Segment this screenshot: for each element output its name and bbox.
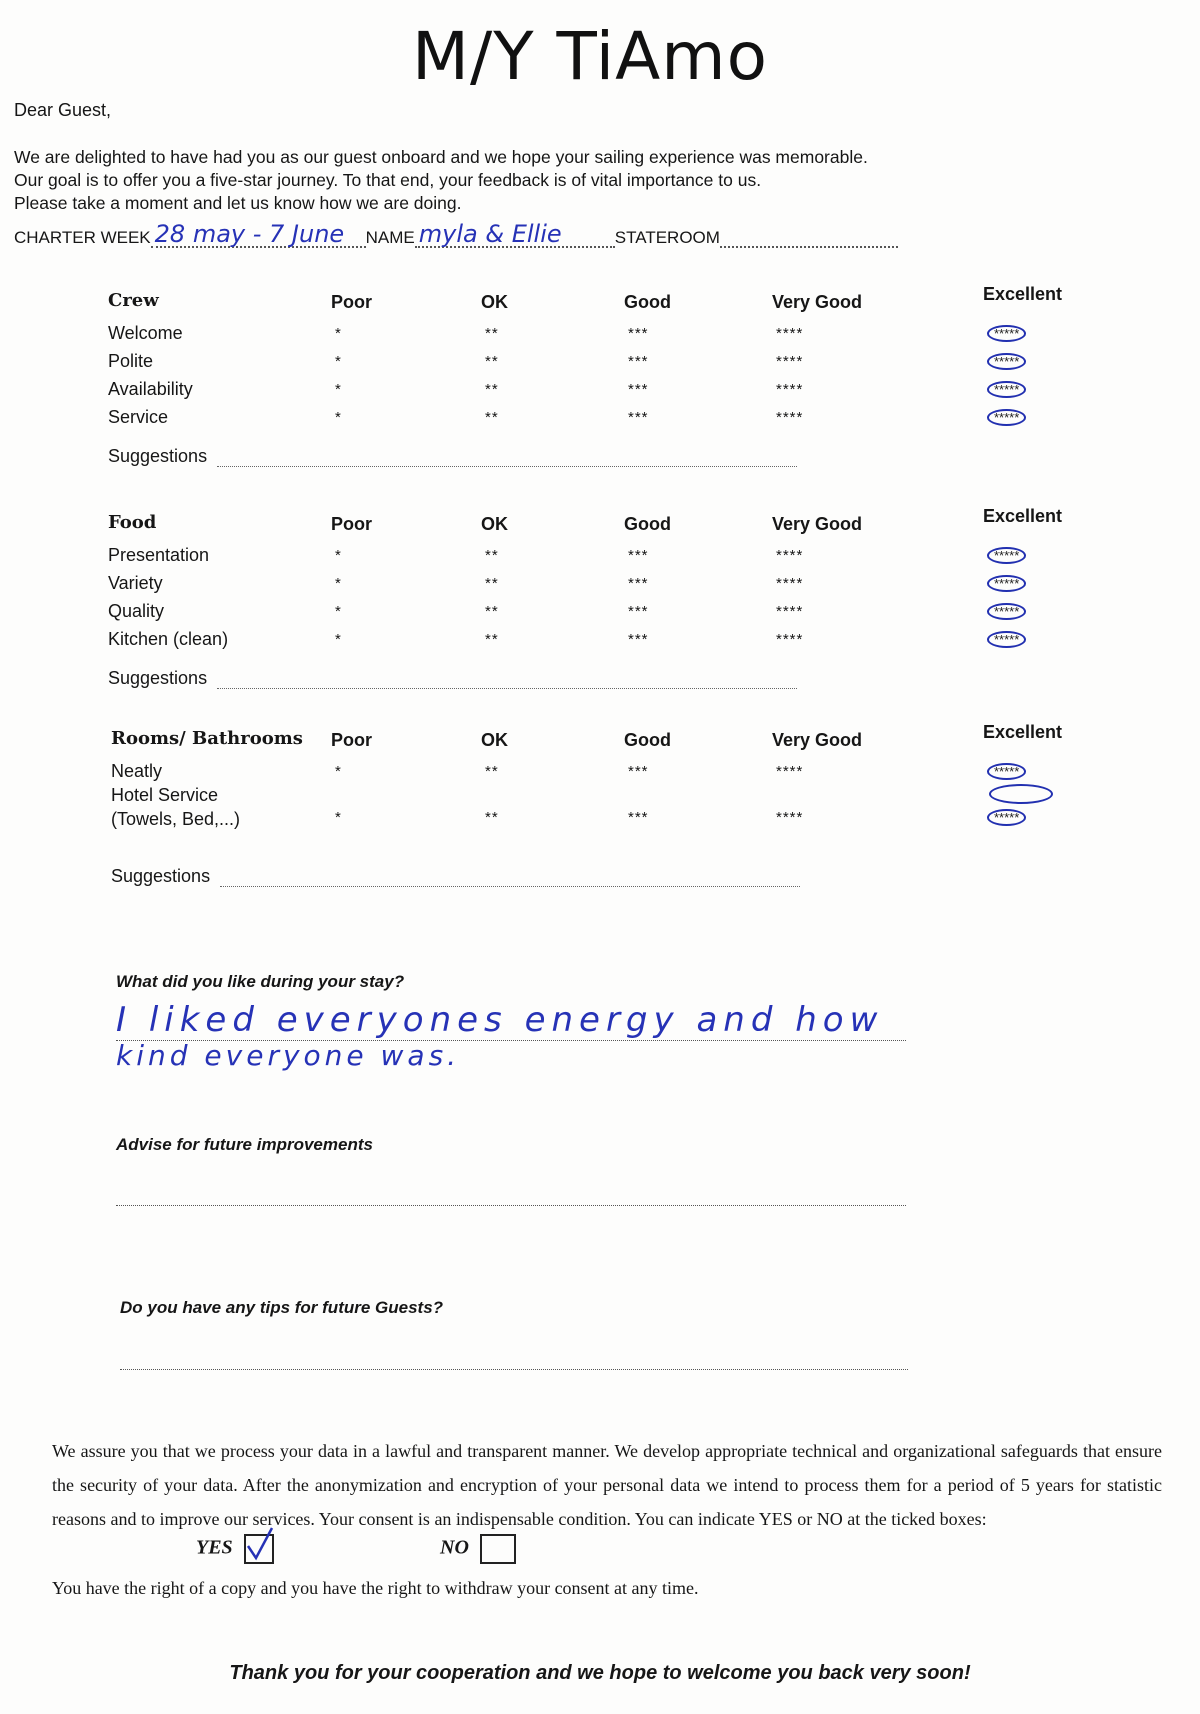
- rating-option-good[interactable]: ***: [628, 809, 649, 826]
- stateroom-label: STATEROOM: [614, 228, 720, 247]
- liked-answer-field[interactable]: [116, 1000, 906, 1072]
- rating-option-excellent[interactable]: *****: [987, 575, 1026, 592]
- rating-option-very-good[interactable]: ****: [776, 631, 804, 648]
- column-header-ok: OK: [481, 292, 508, 312]
- rating-option-very-good[interactable]: ****: [776, 547, 804, 564]
- rating-option-excellent[interactable]: *****: [987, 547, 1026, 564]
- rating-option-ok[interactable]: **: [485, 325, 499, 342]
- rating-option-good[interactable]: ***: [628, 353, 649, 370]
- rating-option-ok[interactable]: **: [485, 603, 499, 620]
- column-header-very-good: Very Good: [772, 514, 863, 534]
- rating-option-very-good[interactable]: ****: [776, 763, 804, 780]
- rating-option-very-good[interactable]: ****: [776, 575, 804, 592]
- rating-option-poor[interactable]: *: [335, 763, 342, 780]
- rating-option-excellent[interactable]: *****: [987, 809, 1026, 826]
- column-header-excellent: Excellent: [983, 284, 1063, 304]
- suggestions-field[interactable]: [111, 866, 800, 887]
- rating-option-good[interactable]: ***: [628, 603, 649, 620]
- name-label: NAME: [365, 228, 415, 247]
- rating-row-label: Kitchen (clean): [108, 629, 229, 649]
- rating-option-poor[interactable]: *: [335, 809, 342, 826]
- yes-checkbox[interactable]: [244, 1534, 274, 1564]
- rating-option-good[interactable]: ***: [628, 547, 649, 564]
- rating-option-excellent[interactable]: *****: [987, 325, 1026, 342]
- rating-option-ok[interactable]: **: [485, 353, 499, 370]
- column-header-poor: Poor: [331, 292, 373, 312]
- rating-option-poor[interactable]: *: [335, 631, 342, 648]
- section-heading: Rooms/ Bathrooms: [111, 728, 303, 749]
- rating-option-ok[interactable]: **: [485, 631, 499, 648]
- suggestions-line: [220, 876, 800, 887]
- suggestions-label: Suggestions: [108, 668, 208, 688]
- intro-line: We are delighted to have had you as our guest onboard and we hope your sailing experience was memorable.: [14, 147, 868, 167]
- rating-row-label: Hotel Service: [111, 785, 219, 805]
- intro-line: Please take a moment and let us know how we are doing.: [14, 193, 462, 213]
- charter-week-label: CHARTER WEEK: [14, 228, 151, 247]
- suggestions-label: Suggestions: [111, 866, 211, 886]
- rating-option-ok[interactable]: **: [485, 409, 499, 426]
- liked-answer-line2: kind everyone was.: [116, 1039, 461, 1072]
- rating-option-poor[interactable]: *: [335, 325, 342, 342]
- suggestions-field[interactable]: [108, 668, 797, 689]
- consent-no: [440, 1534, 516, 1564]
- rating-option-very-good[interactable]: ****: [776, 409, 804, 426]
- consent-yes: [196, 1534, 274, 1564]
- charter-week-field[interactable]: [151, 220, 366, 248]
- rating-row-label: Quality: [108, 601, 165, 621]
- advise-answer-field[interactable]: [116, 1205, 906, 1206]
- column-header-good: Good: [624, 514, 671, 534]
- rating-row-label: Availability: [108, 379, 193, 399]
- rating-option-excellent[interactable]: *****: [987, 381, 1026, 398]
- section-heading: Food: [108, 512, 157, 533]
- rating-option-ok[interactable]: **: [485, 575, 499, 592]
- rating-option-very-good[interactable]: ****: [776, 809, 804, 826]
- rating-row-label: Presentation: [108, 545, 210, 565]
- rating-option-poor[interactable]: *: [335, 353, 342, 370]
- rating-option-ok[interactable]: **: [485, 763, 499, 780]
- column-header-poor: Poor: [331, 514, 373, 534]
- rating-row-label: Service: [108, 407, 169, 427]
- yes-label: YES: [196, 1536, 233, 1559]
- rating-option-good[interactable]: ***: [628, 763, 649, 780]
- rating-row-label: Polite: [108, 351, 154, 371]
- column-header-very-good: Very Good: [772, 730, 863, 750]
- liked-answer-line1: I liked everyones energy and how: [116, 1000, 906, 1041]
- column-header-ok: OK: [481, 514, 508, 534]
- rating-option-very-good[interactable]: ****: [776, 325, 804, 342]
- charter-week-value: 28 may - 7 June: [154, 220, 345, 248]
- rating-option-excellent[interactable]: *****: [987, 603, 1026, 620]
- no-checkbox[interactable]: [480, 1534, 516, 1564]
- rating-option-good[interactable]: ***: [628, 409, 649, 426]
- checkmark-icon: [242, 1526, 276, 1562]
- suggestions-field[interactable]: [108, 446, 797, 467]
- rating-option-poor[interactable]: *: [335, 603, 342, 620]
- tips-answer-field[interactable]: [120, 1369, 908, 1370]
- intro-text: [14, 146, 954, 215]
- page-title: M/Y TiAmo: [412, 18, 768, 95]
- column-header-ok: OK: [481, 730, 508, 750]
- rating-option-ok[interactable]: **: [485, 381, 499, 398]
- suggestions-line: [217, 456, 797, 467]
- column-header-good: Good: [624, 292, 671, 312]
- column-header-very-good: Very Good: [772, 292, 863, 312]
- consent-rights: You have the right of a copy and you have the right to withdraw your consent at any time.: [52, 1578, 699, 1598]
- intro-line: Our goal is to offer you a five-star journey. To that end, your feedback is of vital importance to us.: [14, 170, 762, 190]
- stateroom-field[interactable]: [720, 230, 898, 248]
- advise-question: Advise for future improvements: [116, 1135, 373, 1154]
- rating-option-very-good[interactable]: ****: [776, 603, 804, 620]
- name-field[interactable]: [415, 220, 615, 248]
- rating-option-ok[interactable]: **: [485, 809, 499, 826]
- rating-option-excellent[interactable]: *****: [987, 763, 1026, 780]
- no-label: NO: [440, 1536, 469, 1559]
- rating-option-good[interactable]: ***: [628, 631, 649, 648]
- rating-row-label: Neatly: [111, 761, 163, 781]
- tips-question: Do you have any tips for future Guests?: [120, 1298, 444, 1317]
- rating-row-label: Variety: [108, 573, 163, 593]
- column-header-excellent: Excellent: [983, 506, 1063, 526]
- rating-row-label: Welcome: [108, 323, 183, 343]
- column-header-excellent: Excellent: [983, 722, 1063, 742]
- consent-text: We assure you that we process your data in a lawful and transparent manner. We develop appropriate technical and organizational safeguards that ensure the security of your data. After the anonymization and encryption of your personal data we intend to process them for a period of 5 years for statistic reasons and to improve our services. Your consent is an indispensable condition. You can indicate YES or NO at the ticked boxes:: [52, 1441, 1162, 1529]
- greeting: Dear Guest,: [14, 100, 112, 120]
- column-header-poor: Poor: [331, 730, 373, 750]
- rating-option-excellent[interactable]: *****: [987, 409, 1026, 426]
- thank-you-text: Thank you for your cooperation and we hope to welcome you back very soon!: [229, 1662, 971, 1684]
- rating-option-poor[interactable]: *: [335, 575, 342, 592]
- rating-option-ok[interactable]: **: [485, 547, 499, 564]
- rating-row-label: (Towels, Bed,...): [111, 809, 241, 829]
- name-value: myla & Ellie: [418, 220, 562, 248]
- column-header-good: Good: [624, 730, 671, 750]
- section-heading: Crew: [108, 290, 159, 311]
- rating-option-excellent[interactable]: *****: [987, 631, 1026, 648]
- rating-option-poor[interactable]: *: [335, 381, 342, 398]
- rating-option-poor[interactable]: *: [335, 409, 342, 426]
- rating-option-very-good[interactable]: ****: [776, 353, 804, 370]
- rating-option-good[interactable]: ***: [628, 325, 649, 342]
- suggestions-label: Suggestions: [108, 446, 208, 466]
- stray-ink-loop: [989, 784, 1053, 804]
- rating-option-very-good[interactable]: ****: [776, 381, 804, 398]
- rating-option-good[interactable]: ***: [628, 381, 649, 398]
- rating-option-poor[interactable]: *: [335, 547, 342, 564]
- charter-fields-row: [14, 220, 898, 248]
- liked-question: What did you like during your stay?: [116, 972, 405, 991]
- rating-option-excellent[interactable]: *****: [987, 353, 1026, 370]
- suggestions-line: [217, 678, 797, 689]
- rating-option-good[interactable]: ***: [628, 575, 649, 592]
